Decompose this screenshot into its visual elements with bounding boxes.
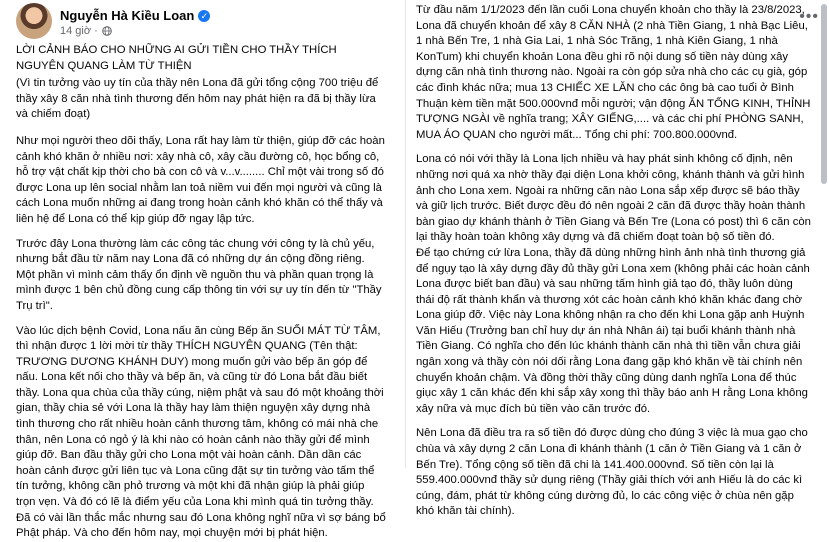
post-column-left xyxy=(0,0,406,540)
author-name[interactable]: Nguyễn Hà Kiều Loan xyxy=(60,8,195,23)
post-paragraph: Vào lúc dịch bệnh Covid, Lona nấu ăn cùng Bếp ăn SUỐI MÁT TỪ TÂM, thì nhận được 1 lời mời từ thầy THÍCH NGUYÊN QUANG (Tên thật: TRƯƠNG DƯƠNG KHÁNH DUY) mong muốn gửi vào bếp ăn góp để nấu. Lona kết nối cho thầy và bếp ăn, và cũng từ đó Lona bắt đầu biết thầy. Lona qua chùa của thầy cúng, niệm phật và sau đó một khoảng thời gian, thầy chia sẻ với Lona là thầy hay làm thiện nguyện xây dựng nhà tình thương cho rất nhiều hoàn cảnh thương tâm, không có mái nhà che thân, nên Lona có ngỏ ý là khi nào có hoàn cảnh nào thầy gửi để mình giúp đỡ. Ban đầu thầy gửi cho Lona một vài hoàn cảnh. Dần dần các hoàn cảnh được gửi liên tục và Lona cũng đặt sự tin tưởng vào tấm thể tín tưởng, không cần phỏ trương và một khi đã nhận giúp là phải giúp trọn vẹn. Và đó có lẽ là điểm yếu của Lona khi mình quá tin tưởng thầy. Đã có vài lần thắc mắc nhưng sau đó Lona không nghĩ nữa vì sợ báng bổ Phật pháp. Và cho đến hôm nay, mọi chuyện mới bị phát hiện. xyxy=(16,324,386,540)
more-options-icon[interactable]: ••• xyxy=(799,8,819,25)
scrollbar[interactable] xyxy=(821,4,827,184)
post-title: LỜI CẢNH BÁO CHO NHỮNG AI GỬI TIỀN CHO THẦY THÍCH NGUYÊN QUANG LÀM TỪ THIỆN xyxy=(16,44,337,72)
post-paragraph: Như mọi người theo dõi thấy, Lona rất hay làm từ thiện, giúp đỡ các hoàn cảnh khó khăn ở nhiều nơi: xây nhà cô, xây cầu đường cô, học bổng cô, hỗ trợ vật chất kịp thời cho bà con cô và v...v........ Chỉ một vài trong số đó được Lona up lên social nhằm lan toả niềm vui đến mọi người và cũng là cách Lona muốn những ai đang trong hoàn cảnh khó khăn có thể thấy và liên hệ để Lona có thể kịp giúp đỡ ngay lập tức. xyxy=(16,134,385,225)
globe-icon xyxy=(102,26,112,36)
verified-badge-icon: ✓ xyxy=(198,10,210,22)
post-text-right xyxy=(416,3,811,520)
post-paragraph: Nên Lona đã điều tra ra số tiền đó được dùng cho đúng 3 việc là mua gạo cho chùa và xây dựng 2 căn Lona đi khánh thành (1 căn ở Tiền Giang và 1 căn ở Bến Tre). Tổng cộng số tiền đã chi là 141.400.000vnđ. Số tiền còn lại là 559.400.000vnđ thầy sử dụng riêng (Thầy giải thích với anh Hiếu là do các kì cúng, đám, phát từ không cúng dường đủ, lo các công việc ở chùa nên gặp khó khăn tài chính). xyxy=(416,427,808,518)
post-time[interactable]: 14 giờ xyxy=(60,25,92,37)
post-paragraph: (Vì tin tưởng vào uy tín của thầy nên Lona đã gửi tổng cộng 700 triệu để thầy xây 8 căn nhà tình thương đến hôm nay phát hiện ra đã bị thầy lừa và chiếm đoạt) xyxy=(16,77,379,121)
post-column-right xyxy=(408,0,829,518)
post-paragraph: Lona có nói với thầy là Lona lịch nhiều và hay phát sinh không cố định, nên những nơi quá xa nhờ thầy đại diện Lona khởi công, khánh thành và gửi hình ảnh cho Lona xem. Ngoài ra những căn nào Lona sắp xếp được sẽ báo thầy và giữ lịch trước. Biết được đều đó nên ngoài 2 căn đã được thầy hoàn thành bàn giao dự khánh thành ở Tiền Giang và Bến Tre (Lona có post) thì 6 căn còn lại thầy hoàn toàn không xây dựng và đã chiếm đoạt toàn bộ số tiền đó. xyxy=(416,153,811,244)
avatar[interactable] xyxy=(16,3,52,39)
post-text-left xyxy=(16,43,386,542)
post-header xyxy=(16,3,210,39)
post-paragraph: Từ đầu năm 1/1/2023 đến lần cuối Lona chuyển khoản cho thầy là 23/8/2023, Lona đã chuyển khoản để xây 8 CĂN NHÀ (2 nhà Tiền Giang, 1 nhà Bạc Liêu, 1 nhà Bến Tre, 1 nhà Gia Lai, 1 nhà Sóc Trăng, 1 nhà Kiên Giang, 1 nhà KonTum) khi chuyển khoản Lona đều ghi rõ nội dung số tiền này dùng xây dựng căn nhà tình thương nào. Ngoài ra còn góp sửa nhà cho các cụ già, góp các đình khác nữa; mua 13 CHIẾC XE LĂN cho các ông bà cao tuổi ở Bình Thuận kèm tiền mặt 500.000vnđ mỗi người; vận động ĂN TỐNG KINH, THỈNH TƯỢNG NGÀI về nghĩa trang; XÂY GIẾNG,.... và các chi phí PHÒNG SANH, MUA ÁO QUAN cho người mất... Tổng chi phí: 700.800.000vnđ. xyxy=(416,4,811,141)
post-paragraph: Để tạo chứng cứ lừa Lona, thầy đã dùng những hình ảnh nhà tình thương giả để ngụy tạo là xây dựng đầy đủ thầy gửi Lona xem (không phải các hoàn cảnh Lona được biết ban đầu) và sau những tấm hình giả tạo đó, thầy luôn dùng thái độ rất thành khẩn và thương xót các hoàn cảnh khó khăn khác đang chờ Lona giúp đỡ. Việc này Lona không nhận ra cho đến khi Lona gặp anh Huỳnh Văn Hiếu (Trưởng ban chỉ huy dự án nhà Nhân ái) tại buổi khánh thành nhà Tiền Giang. Có nghĩa cho đến lúc khánh thành căn nhà thì tiền vẫn chưa giải ngân xong và thầy còn nói dối rằng Lona đang gặp khó khăn về tài chính nên chuyển khoản chậm. Và đồng thời thầy cũng dùng danh nghĩa Lona để thúc giục xây 1 căn khác đến khi sắp xây xong thì thầy báo anh H rằng Lona không xây nữa và mục đích bù tiền vào căn trước đó. xyxy=(416,246,810,415)
post-paragraph: Trước đây Lona thường làm các công tác chung với công ty là chủ yếu, nhưng bắt đầu từ năm nay Lona đã có những dự án cộng đồng riêng. Một phần vì mình cảm thấy ổn định về nguồn thu và phần quan trọng là mình được 1 bên chủ đồng cung cấp thông tin với sự uy tín đến từ "Thầy Trụ trì". xyxy=(16,237,382,312)
separator: · xyxy=(91,25,98,37)
